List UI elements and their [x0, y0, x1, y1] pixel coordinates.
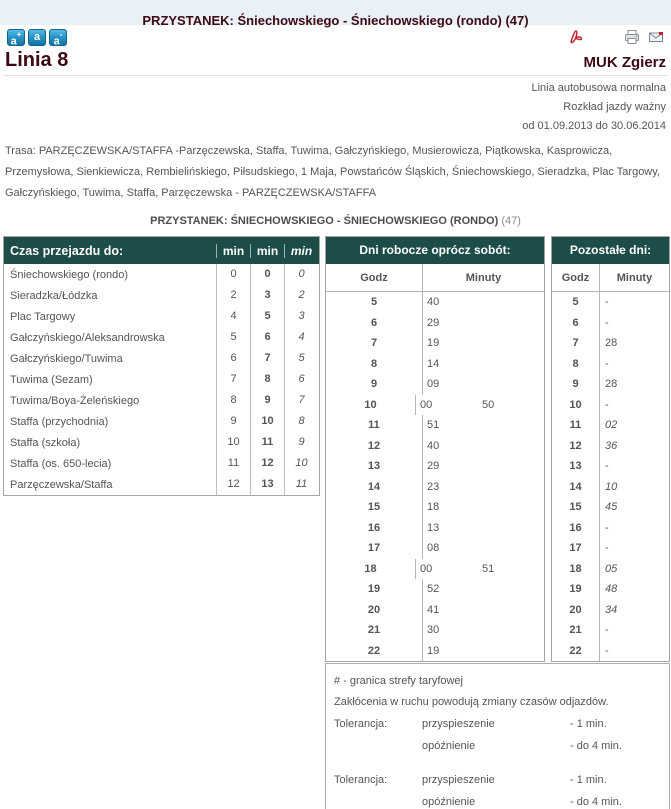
minutes-cell — [423, 337, 544, 349]
hour-row — [326, 477, 544, 498]
minutes-normal-cell: 11 — [216, 453, 250, 474]
minutes-normal-cell: 4 — [216, 306, 250, 327]
hour-cell: 8 — [326, 354, 423, 375]
hour-cell: 10 — [326, 395, 416, 416]
hour-cell: 8 — [552, 354, 600, 375]
minutes-cell — [600, 481, 669, 493]
minutes-bold-cell: 10 — [250, 411, 284, 432]
tolerance-name: opóźnienie — [422, 796, 476, 808]
minutes-bold-cell: 0 — [250, 264, 284, 285]
minutes-cell — [423, 645, 544, 657]
minute-value: 08 — [427, 542, 440, 555]
stop-heading — [3, 215, 668, 227]
hour-row — [552, 456, 669, 477]
stop-name-cell: Staffa (przychodnia) — [10, 415, 109, 428]
minutes-cell — [600, 440, 669, 452]
hour-row — [552, 497, 669, 518]
hour-row — [552, 354, 669, 375]
minute-value: 51 — [482, 562, 495, 575]
hour-row — [552, 600, 669, 621]
hour-cell: 18 — [326, 559, 416, 580]
minutes-cell — [423, 624, 544, 636]
hour-row — [326, 497, 544, 518]
minutes-cell — [416, 399, 544, 411]
minute-value: 28 — [605, 337, 618, 350]
travel-table-row — [4, 264, 319, 285]
hour-cell: 11 — [552, 415, 600, 436]
travel-table-row — [4, 369, 319, 390]
hour-cell: 9 — [326, 374, 423, 395]
minute-value: 29 — [427, 460, 440, 473]
minute-value: 02 — [605, 419, 618, 432]
hour-cell: 15 — [326, 497, 423, 518]
minutes-normal-cell: 10 — [216, 432, 250, 453]
hour-row — [326, 374, 544, 395]
content-area — [0, 25, 671, 809]
minute-value: 09 — [427, 378, 440, 391]
travel-table-row — [4, 348, 319, 369]
minute-value: 41 — [427, 603, 440, 616]
minutes-cell — [423, 378, 544, 390]
workdays-subheader — [326, 264, 544, 292]
hour-row — [326, 518, 544, 539]
hour-row — [326, 354, 544, 375]
minutes-cell — [600, 501, 669, 513]
other-days-table-body — [552, 292, 669, 661]
hour-cell: 6 — [326, 313, 423, 334]
stop-name-cell: Sieradzka/Łódzka — [10, 289, 98, 302]
hour-cell: 16 — [326, 518, 423, 539]
travel-table-row — [4, 285, 319, 306]
minutes-cell — [423, 522, 544, 534]
travel-time-column — [3, 236, 320, 496]
minutes-italic-cell: 5 — [284, 348, 318, 369]
info-line-validity: Rozkład jazdy ważny — [563, 101, 666, 113]
minutes-bold-cell: 6 — [250, 327, 284, 348]
minutes-cell — [423, 440, 544, 452]
minutes-normal-cell: 9 — [216, 411, 250, 432]
min-col-header-2: min — [250, 244, 284, 258]
minute-value: 40 — [427, 439, 440, 452]
other-days-subheader — [552, 264, 669, 292]
font-increase-sup: + — [16, 29, 22, 39]
hour-row — [552, 579, 669, 600]
note-disruptions: Zakłócenia w ruchu powodują zmiany czasów odjazdów. — [334, 696, 609, 708]
minutes-cell — [600, 563, 669, 575]
minutes-cell — [423, 604, 544, 616]
toolbar — [3, 25, 668, 47]
hour-row — [326, 620, 544, 641]
stop-name-cell: Plac Targowy — [10, 310, 76, 323]
minute-value: - — [605, 296, 609, 309]
hour-row — [552, 518, 669, 539]
hour-row — [326, 456, 544, 477]
minute-value: - — [605, 398, 609, 411]
font-increase-label: a — [10, 35, 17, 48]
hour-row — [552, 641, 669, 662]
operator-name: MUK Zgierz — [583, 54, 666, 71]
workdays-minuty-label: Minuty — [465, 272, 502, 284]
hour-row — [326, 559, 544, 580]
line-header-row — [3, 47, 668, 76]
travel-table-body — [4, 264, 319, 495]
hour-row — [552, 395, 669, 416]
hour-cell: 20 — [552, 600, 600, 621]
minutes-cell — [600, 522, 669, 534]
minute-value: - — [605, 624, 609, 637]
minutes-cell — [423, 419, 544, 431]
travel-table — [3, 236, 320, 496]
hour-row — [552, 292, 669, 313]
stop-name-cell: Gałczyńskiego/Aleksandrowska — [10, 331, 165, 344]
tables-area — [3, 236, 668, 809]
tolerance-block — [334, 769, 661, 809]
info-lines — [3, 76, 668, 136]
minutes-cell — [423, 481, 544, 493]
hour-row — [552, 374, 669, 395]
minute-value: 51 — [427, 419, 440, 432]
hour-row — [326, 538, 544, 559]
minutes-bold-cell: 13 — [250, 474, 284, 495]
minutes-italic-cell: 7 — [284, 390, 318, 411]
info-line-type: Linia autobusowa normalna — [531, 82, 666, 94]
notes-box — [325, 663, 670, 809]
tolerance-name: przyspieszenie — [422, 718, 495, 730]
workdays-table — [325, 236, 545, 662]
minutes-normal-cell: 12 — [216, 474, 250, 495]
minutes-normal-cell: 6 — [216, 348, 250, 369]
minutes-cell — [423, 296, 544, 308]
hour-cell: 15 — [552, 497, 600, 518]
minutes-bold-cell: 5 — [250, 306, 284, 327]
minute-value: 40 — [427, 296, 440, 309]
minutes-cell — [416, 563, 544, 575]
font-normal-label: a — [33, 30, 41, 43]
hour-cell: 14 — [326, 477, 423, 498]
hour-cell: 19 — [326, 579, 423, 600]
minutes-italic-cell: 10 — [284, 453, 318, 474]
hour-row — [552, 620, 669, 641]
hour-cell: 21 — [326, 620, 423, 641]
hour-cell: 9 — [552, 374, 600, 395]
note-fare-zone: # - granica strefy taryfowej — [334, 675, 463, 687]
minutes-cell — [600, 645, 669, 657]
min-col-header-1: min — [216, 244, 250, 258]
travel-table-row — [4, 306, 319, 327]
minutes-bold-cell: 3 — [250, 285, 284, 306]
hour-row — [552, 559, 669, 580]
hour-cell: 12 — [552, 436, 600, 457]
minutes-cell — [600, 358, 669, 370]
minutes-cell — [423, 460, 544, 472]
minutes-normal-cell: 8 — [216, 390, 250, 411]
hour-row — [552, 333, 669, 354]
line-title: Linia 8 — [5, 49, 69, 71]
minutes-bold-cell: 8 — [250, 369, 284, 390]
minutes-cell — [600, 624, 669, 636]
hour-cell: 13 — [552, 456, 600, 477]
minutes-italic-cell: 11 — [284, 474, 318, 495]
hour-cell: 11 — [326, 415, 423, 436]
hour-cell: 13 — [326, 456, 423, 477]
tolerance-value: - do 4 min. — [570, 796, 622, 808]
hour-row — [552, 415, 669, 436]
workdays-godz-label: Godz — [326, 264, 423, 291]
minute-value: 29 — [427, 316, 440, 329]
pdf-icon[interactable] — [568, 29, 584, 45]
stop-name-cell: Gałczyńskiego/Tuwima — [10, 352, 123, 365]
minutes-cell — [423, 358, 544, 370]
tolerance-value: - do 4 min. — [570, 740, 622, 752]
minute-value: 28 — [605, 378, 618, 391]
minutes-bold-cell: 12 — [250, 453, 284, 474]
travel-table-row — [4, 327, 319, 348]
travel-table-row — [4, 411, 319, 432]
tolerance-label: Tolerancja: — [334, 774, 388, 786]
font-size-normal-button[interactable] — [28, 29, 46, 46]
hour-cell: 18 — [552, 559, 600, 580]
minute-value: - — [605, 460, 609, 473]
other-days-table — [551, 236, 670, 662]
minutes-cell — [600, 317, 669, 329]
email-icon[interactable] — [648, 29, 664, 45]
travel-table-row — [4, 432, 319, 453]
font-decrease-sup: - — [59, 29, 63, 39]
hour-cell: 21 — [552, 620, 600, 641]
minutes-italic-cell: 8 — [284, 411, 318, 432]
minutes-italic-cell: 6 — [284, 369, 318, 390]
minutes-cell — [423, 542, 544, 554]
hour-cell: 7 — [326, 333, 423, 354]
minutes-cell — [600, 604, 669, 616]
hour-cell: 16 — [552, 518, 600, 539]
minute-value: 19 — [427, 644, 440, 657]
hour-row — [552, 436, 669, 457]
hour-cell: 14 — [552, 477, 600, 498]
travel-table-title: Czas przejazdu do: — [10, 243, 124, 258]
minutes-normal-cell: 0 — [216, 264, 250, 285]
minute-value: 23 — [427, 480, 440, 493]
other-days-godz-label: Godz — [552, 264, 600, 291]
tolerance-label — [334, 735, 422, 757]
min-col-header-3: min — [284, 244, 318, 258]
minute-value: 05 — [605, 562, 618, 575]
stop-name-cell: Tuwima/Boya-Żeleńskiego — [10, 394, 140, 407]
minutes-cell — [600, 542, 669, 554]
hour-cell: 10 — [552, 395, 600, 416]
tolerance-value: - 1 min. — [570, 774, 607, 786]
stop-name-cell: Śniechowskiego (rondo) — [10, 268, 129, 281]
stop-name-cell: Staffa (szkoła) — [10, 436, 81, 449]
minutes-italic-cell: 0 — [284, 264, 318, 285]
minutes-normal-cell: 7 — [216, 369, 250, 390]
workdays-table-title: Dni robocze oprócz sobót: — [326, 237, 544, 264]
hour-cell: 17 — [552, 538, 600, 559]
travel-table-row — [4, 390, 319, 411]
hour-row — [326, 333, 544, 354]
minute-value: 00 — [420, 398, 433, 411]
font-decrease-label: a — [53, 35, 60, 48]
stop-name-cell: Parzęczewska/Staffa — [10, 478, 113, 491]
hour-row — [326, 579, 544, 600]
departures-column — [325, 236, 670, 809]
font-size-increase-button[interactable] — [7, 29, 25, 46]
minute-value: - — [605, 521, 609, 534]
minute-value: 50 — [482, 398, 495, 411]
tolerance-value: - 1 min. — [570, 718, 607, 730]
minutes-cell — [600, 378, 669, 390]
hour-cell: 6 — [552, 313, 600, 334]
minutes-cell — [600, 419, 669, 431]
minutes-cell — [423, 317, 544, 329]
tolerance-name: przyspieszenie — [422, 774, 495, 786]
hour-cell: 12 — [326, 436, 423, 457]
minute-value: - — [605, 542, 609, 555]
stop-heading-suffix: (47) — [501, 215, 521, 227]
travel-table-header — [4, 237, 319, 264]
stop-name-cell: Staffa (os. 650-lecia) — [10, 457, 112, 470]
other-days-minuty-label: Minuty — [616, 272, 653, 284]
hour-row — [326, 292, 544, 313]
stop-name-cell: Tuwima (Sezam) — [10, 373, 93, 386]
minutes-cell — [600, 583, 669, 595]
minutes-bold-cell: 9 — [250, 390, 284, 411]
minutes-cell — [600, 399, 669, 411]
minute-value: 52 — [427, 583, 440, 596]
other-days-table-title: Pozostałe dni: — [552, 237, 669, 264]
minutes-bold-cell: 7 — [250, 348, 284, 369]
font-size-decrease-button[interactable] — [49, 29, 67, 46]
travel-table-row — [4, 453, 319, 474]
page-title: PRZYSTANEK: Śniechowskiego - Śniechowskiego (rondo) (47) — [142, 13, 529, 28]
print-icon[interactable] — [624, 29, 640, 45]
hour-cell: 7 — [552, 333, 600, 354]
tolerance-block — [334, 713, 661, 757]
minute-value: 18 — [427, 501, 440, 514]
minutes-cell — [600, 460, 669, 472]
minute-value: - — [605, 357, 609, 370]
minutes-bold-cell: 11 — [250, 432, 284, 453]
tolerance-name: opóźnienie — [422, 740, 476, 752]
stop-heading-text: PRZYSTANEK: ŚNIECHOWSKIEGO - ŚNIECHOWSKIEGO (RONDO) — [150, 215, 499, 227]
departure-tables-row — [325, 236, 670, 662]
hour-row — [326, 600, 544, 621]
hour-row — [552, 477, 669, 498]
minutes-normal-cell: 5 — [216, 327, 250, 348]
hour-cell: 22 — [326, 641, 423, 662]
hour-cell: 5 — [552, 292, 600, 313]
action-icons — [568, 29, 664, 45]
tolerance-label: Tolerancja: — [334, 718, 388, 730]
hour-row — [552, 538, 669, 559]
minute-value: - — [605, 316, 609, 329]
minute-value: 19 — [427, 337, 440, 350]
hour-cell: 5 — [326, 292, 423, 313]
tolerance-label — [334, 791, 422, 809]
minutes-cell — [423, 583, 544, 595]
workdays-table-body — [326, 292, 544, 661]
hour-cell: 19 — [552, 579, 600, 600]
hour-row — [326, 415, 544, 436]
minute-value: 13 — [427, 521, 440, 534]
info-line-dates: od 01.09.2013 do 30.06.2014 — [522, 120, 666, 132]
hour-cell: 22 — [552, 641, 600, 662]
minutes-italic-cell: 9 — [284, 432, 318, 453]
hour-row — [552, 313, 669, 334]
travel-table-row — [4, 474, 319, 495]
minutes-italic-cell: 3 — [284, 306, 318, 327]
minutes-cell — [600, 296, 669, 308]
tolerance-blocks — [334, 713, 661, 809]
hour-cell: 17 — [326, 538, 423, 559]
minute-value: 14 — [427, 357, 440, 370]
minute-value: - — [605, 644, 609, 657]
minutes-cell — [423, 501, 544, 513]
minute-value: 36 — [605, 439, 618, 452]
hour-row — [326, 313, 544, 334]
minute-value: 34 — [605, 603, 618, 616]
minutes-italic-cell: 2 — [284, 285, 318, 306]
hour-cell: 20 — [326, 600, 423, 621]
font-size-controls — [7, 29, 67, 46]
route-text: Trasa: PARZĘCZEWSKA/STAFFA -Parzęczewska, Staffa, Tuwima, Gałczyńskiego, Musierowicza, Piątkowska, Kasprowicza, Przemysłowa, Sienkiewicza, Rembielińskiego, Piłsudskiego, 1 Maja, Powstańców Śląskich, Śniechowskiego, Sieradzka, Plac Targowy, Gałczyńskiego, Tuwima, Staffa, Parzęczewska - PARZĘCZEWSKA/STAFFA — [5, 145, 660, 199]
minutes-normal-cell: 2 — [216, 285, 250, 306]
minute-value: 10 — [605, 480, 618, 493]
minute-value: 30 — [427, 624, 440, 637]
minutes-cell — [600, 337, 669, 349]
minute-value: 00 — [420, 562, 433, 575]
hour-row — [326, 436, 544, 457]
hour-row — [326, 395, 544, 416]
minute-value: 45 — [605, 501, 618, 514]
minute-value: 48 — [605, 583, 618, 596]
minutes-italic-cell: 4 — [284, 327, 318, 348]
hour-row — [326, 641, 544, 662]
